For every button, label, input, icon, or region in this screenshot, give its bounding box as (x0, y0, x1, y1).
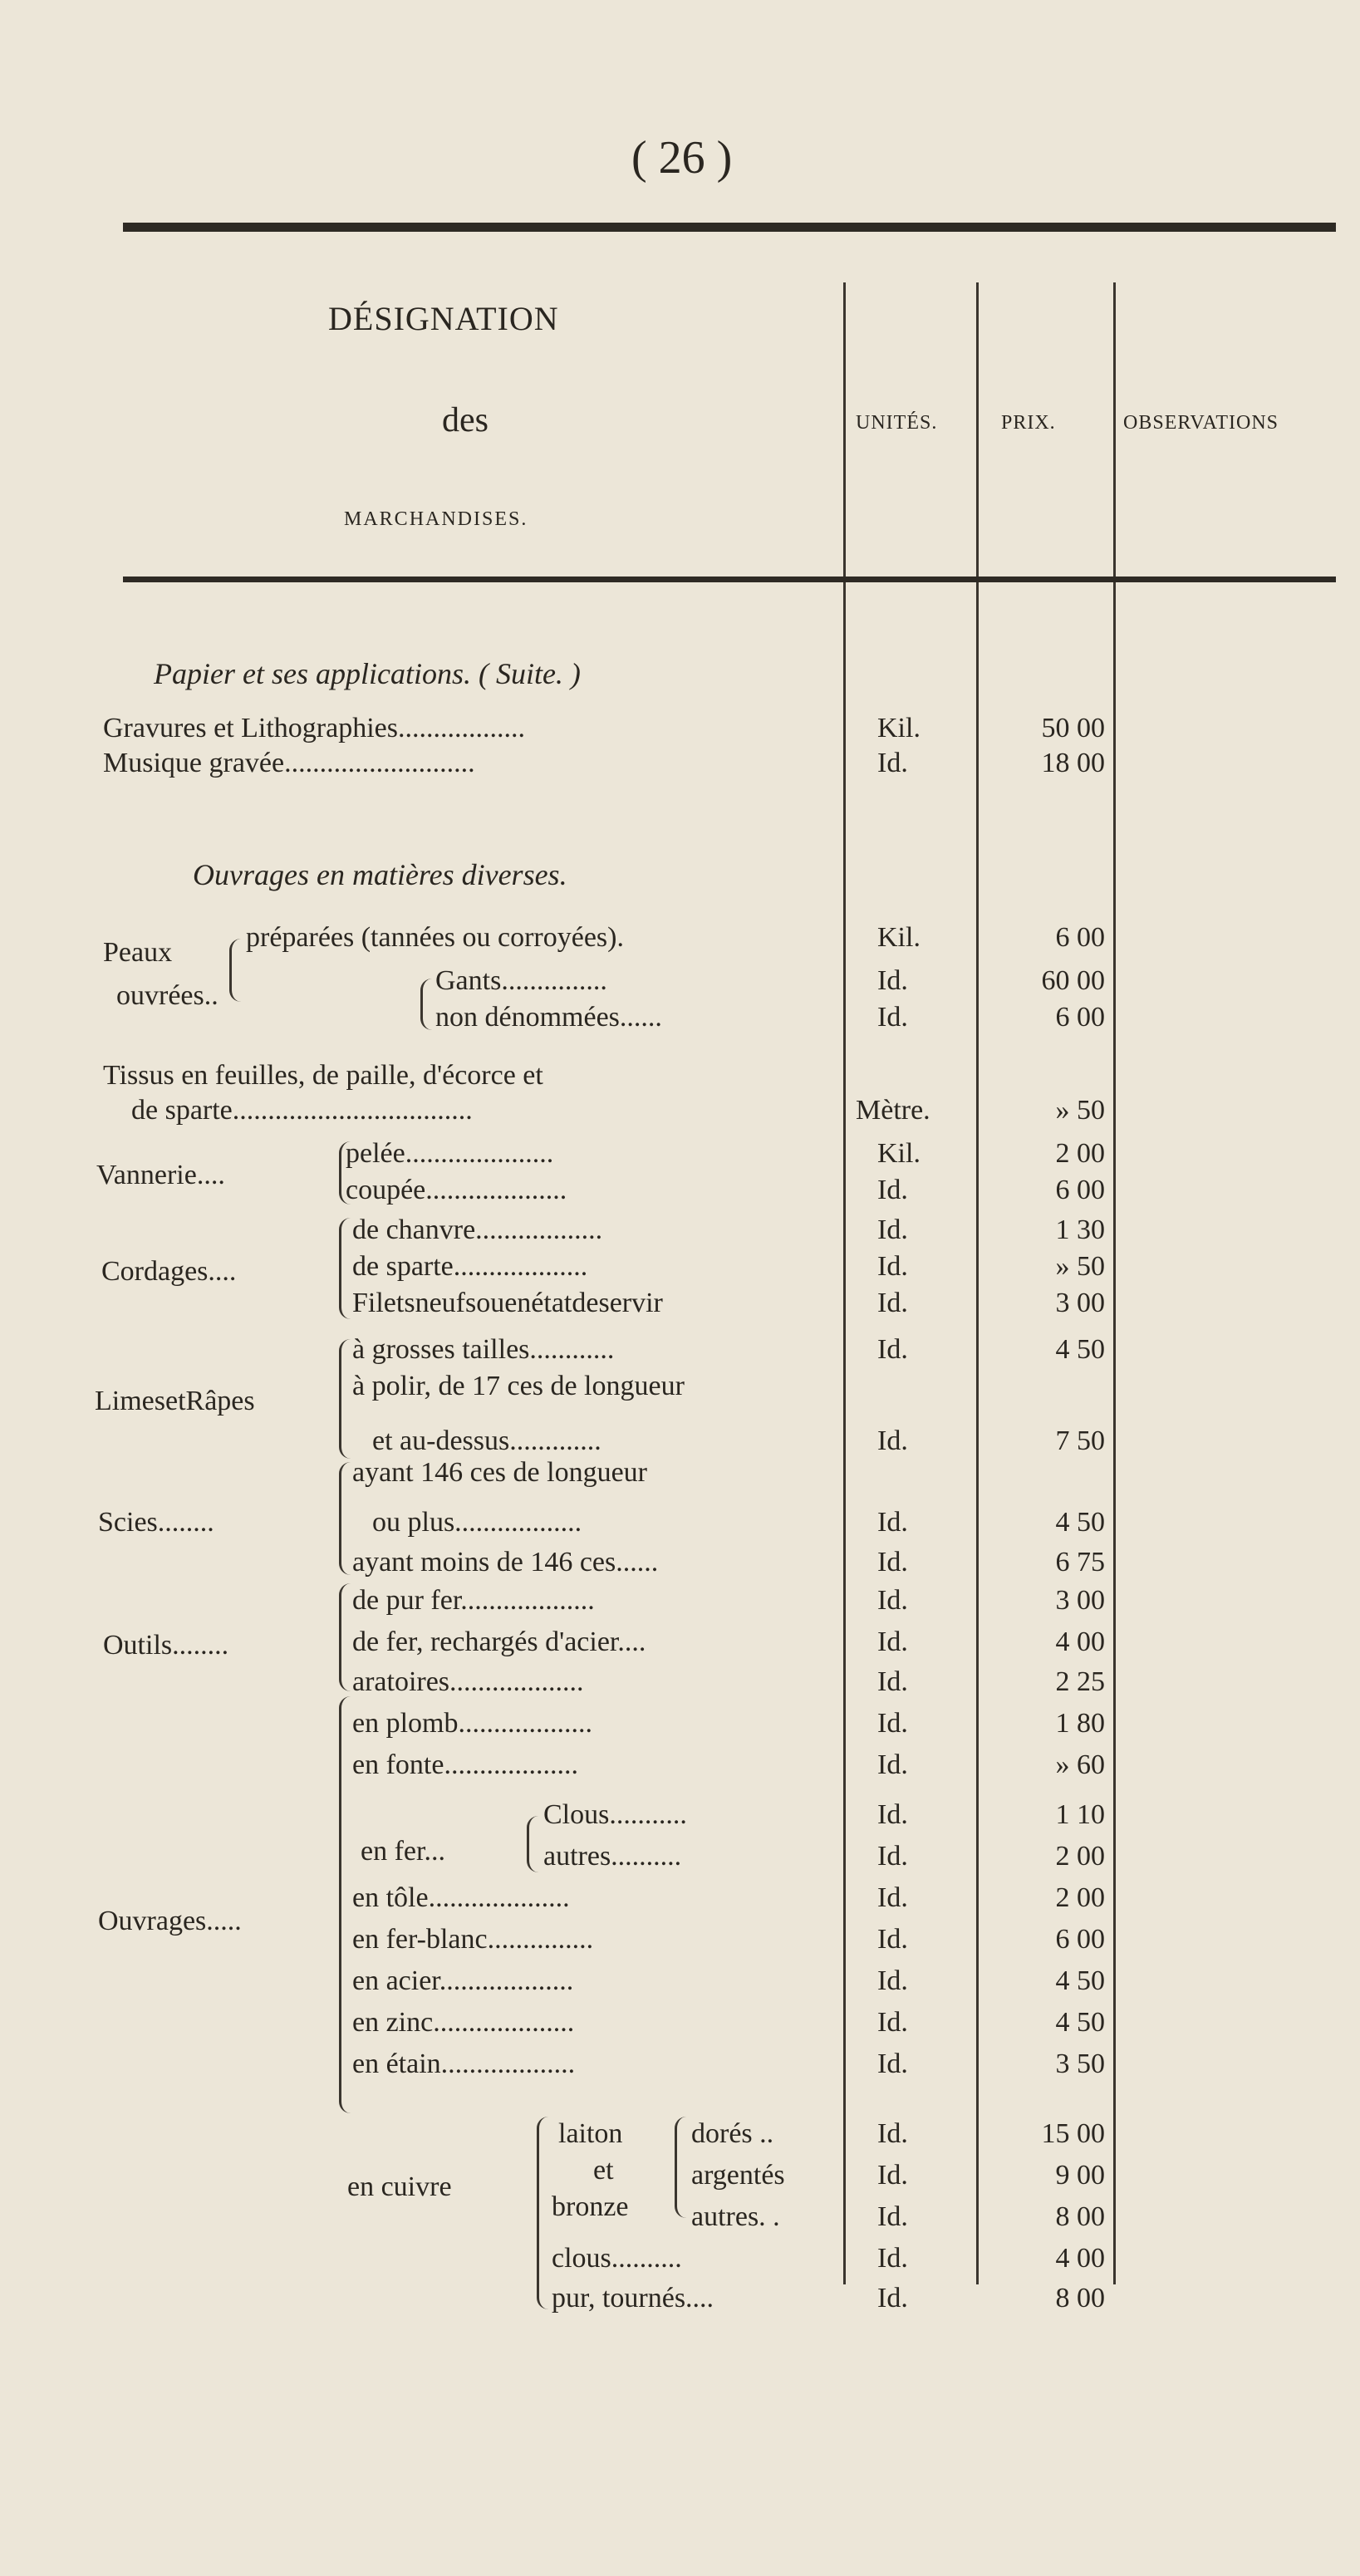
header-prix: PRIX. (1001, 412, 1056, 434)
row-price: 7 50 (1055, 1425, 1105, 1456)
header-unites: UNITÉS. (856, 412, 938, 434)
row-label: clous.......... (552, 2243, 682, 2274)
group-ouvrages: Ouvrages..... (98, 1906, 242, 1936)
divider-designation-units (843, 282, 846, 2284)
row-price: 3 50 (1055, 2049, 1105, 2079)
row-label: ayant 146 ces de longueur (352, 1457, 647, 1488)
row-unit: Id. (877, 748, 908, 778)
row-label: Gants............... (435, 965, 607, 996)
row-label: argentés (691, 2160, 785, 2191)
row-unit: Id. (877, 1288, 908, 1318)
row-unit: Id. (877, 1924, 908, 1955)
row-price: » 50 (1055, 1251, 1105, 1282)
row-label: à polir, de 17 ces de longueur (352, 1371, 685, 1401)
brace-en-cuivre (537, 2117, 551, 2309)
row-unit: Id. (877, 1507, 908, 1538)
row-label: de chanvre.................. (352, 1214, 603, 1245)
row-price: » 50 (1055, 1095, 1105, 1126)
section-papier: Papier et ses applications. ( Suite. ) (154, 657, 581, 690)
row-price: 4 00 (1055, 1627, 1105, 1657)
row-label: de sparte................... (352, 1251, 588, 1282)
row-unit: Id. (877, 2201, 908, 2232)
row-price: 3 00 (1055, 1585, 1105, 1616)
row-unit: Id. (877, 1334, 908, 1365)
row-label: coupée.................... (346, 1175, 567, 1205)
row-price: 18 00 (1041, 748, 1105, 778)
row-price: 15 00 (1041, 2118, 1105, 2149)
row-label: Gravures et Lithographies.................. (103, 713, 525, 743)
row-price: 6 00 (1055, 1175, 1105, 1205)
brace-en-fer (527, 1816, 539, 1872)
row-label: pur, tournés.... (552, 2283, 714, 2313)
header-des: des (442, 401, 489, 439)
row-unit: Id. (877, 1882, 908, 1913)
row-price: 2 00 (1055, 1138, 1105, 1169)
row-unit: Id. (877, 1799, 908, 1830)
row-label: autres.......... (543, 1841, 682, 1872)
row-price: 4 50 (1055, 1507, 1105, 1538)
header-top-rule (123, 223, 1336, 232)
row-price: 8 00 (1055, 2283, 1105, 2313)
row-label: de fer, rechargés d'acier.... (352, 1627, 646, 1657)
row-unit: Kil. (877, 1138, 921, 1169)
row-label: préparées (tannées ou corroyées). (246, 922, 624, 953)
row-price: 9 00 (1055, 2160, 1105, 2191)
row-unit: Id. (877, 1585, 908, 1616)
row-price: 3 00 (1055, 1288, 1105, 1318)
row-label: autres. . (691, 2201, 780, 2232)
row-price: » 60 (1055, 1749, 1105, 1780)
row-unit: Mètre. (856, 1095, 930, 1126)
row-unit: Id. (877, 1214, 908, 1245)
row-label: en tôle.................... (352, 1882, 570, 1913)
group-cordages: Cordages.... (101, 1256, 237, 1287)
row-price: 6 00 (1055, 1002, 1105, 1033)
row-label: dorés .. (691, 2118, 774, 2149)
row-unit: Id. (877, 2118, 908, 2149)
row-unit: Kil. (877, 922, 921, 953)
brace-ouvrees (420, 979, 433, 1030)
row-price: 4 50 (1055, 1334, 1105, 1365)
row-unit: Id. (877, 1175, 908, 1205)
row-price: 4 00 (1055, 2243, 1105, 2274)
row-unit: Id. (877, 1425, 908, 1456)
row-label: en zinc.................... (352, 2007, 575, 2038)
row-unit: Id. (877, 2049, 908, 2079)
brace-peaux (229, 939, 242, 1002)
page-number: ( 26 ) (631, 132, 733, 184)
row-label: de sparte.................................. (131, 1095, 473, 1126)
row-unit: Id. (877, 2007, 908, 2038)
row-unit: Id. (877, 1251, 908, 1282)
group-limes: LimesetRâpes (95, 1386, 255, 1416)
row-price: 6 75 (1055, 1547, 1105, 1577)
row-label: Filetsneufsouenétatdeservir (352, 1288, 663, 1318)
row-price: 2 00 (1055, 1882, 1105, 1913)
divider-price-observations (1113, 282, 1116, 2284)
group-outils: Outils........ (103, 1630, 229, 1661)
row-label: non dénommées...... (435, 1002, 662, 1033)
row-price: 6 00 (1055, 1924, 1105, 1955)
row-price: 1 10 (1055, 1799, 1105, 1830)
row-label: de pur fer................... (352, 1585, 595, 1616)
brace-limes (339, 1339, 353, 1459)
row-unit: Id. (877, 1841, 908, 1872)
row-label: Musique gravée........................... (103, 748, 475, 778)
row-price: 60 00 (1041, 965, 1105, 996)
group-bronze: bronze (552, 2191, 629, 2222)
row-label: ayant moins de 146 ces...... (352, 1547, 659, 1577)
row-label: en plomb................... (352, 1708, 592, 1739)
header-marchandises: MARCHANDISES. (344, 508, 528, 530)
group-et: et (593, 2155, 614, 2186)
brace-ouvrages (339, 1696, 353, 2113)
row-label: Clous........... (543, 1799, 687, 1830)
row-price: 2 00 (1055, 1841, 1105, 1872)
row-label: ou plus.................. (372, 1507, 582, 1538)
row-unit: Id. (877, 1749, 908, 1780)
header-bottom-rule (123, 577, 1336, 582)
row-unit: Id. (877, 1547, 908, 1577)
group-laiton: laiton (558, 2118, 623, 2149)
divider-units-price (976, 282, 979, 2284)
row-unit: Id. (877, 1666, 908, 1697)
row-unit: Kil. (877, 713, 921, 743)
row-label: en fer-blanc............... (352, 1924, 594, 1955)
row-label: aratoires................... (352, 1666, 584, 1697)
row-unit: Id. (877, 1002, 908, 1033)
row-unit: Id. (877, 965, 908, 996)
row-unit: Id. (877, 1708, 908, 1739)
row-label: en étain................... (352, 2049, 576, 2079)
row-price: 4 50 (1055, 2007, 1105, 2038)
group-en-fer: en fer... (361, 1836, 445, 1867)
row-price: 4 50 (1055, 1965, 1105, 1996)
row-label: et au-dessus............. (372, 1425, 601, 1456)
row-label: pelée..................... (346, 1138, 554, 1169)
group-en-cuivre: en cuivre (347, 2171, 452, 2202)
group-tissus: Tissus en feuilles, de paille, d'écorce et (103, 1060, 543, 1091)
row-unit: Id. (877, 1627, 908, 1657)
header-observations: OBSERVATIONS (1123, 412, 1279, 434)
row-price: 8 00 (1055, 2201, 1105, 2232)
row-label: à grosses tailles............ (352, 1334, 615, 1365)
header-designation: DÉSIGNATION (328, 300, 559, 337)
row-label: en fonte................... (352, 1749, 578, 1780)
row-price: 2 25 (1055, 1666, 1105, 1697)
row-unit: Id. (877, 2160, 908, 2191)
brace-cordages (339, 1218, 353, 1319)
group-peaux: Peaux (103, 937, 173, 968)
row-label: en acier................... (352, 1965, 574, 1996)
brace-laiton-bronze (675, 2117, 687, 2218)
row-unit: Id. (877, 2283, 908, 2313)
row-price: 1 30 (1055, 1214, 1105, 1245)
row-price: 50 00 (1041, 713, 1105, 743)
section-ouvrages: Ouvrages en matières diverses. (193, 858, 567, 891)
group-scies: Scies........ (98, 1507, 214, 1538)
row-unit: Id. (877, 1965, 908, 1996)
row-unit: Id. (877, 2243, 908, 2274)
row-price: 1 80 (1055, 1708, 1105, 1739)
group-ouvrees: ouvrées.. (116, 980, 218, 1011)
group-vannerie: Vannerie.... (96, 1160, 225, 1190)
brace-outils (339, 1583, 353, 1691)
row-price: 6 00 (1055, 922, 1105, 953)
brace-scies (339, 1462, 353, 1575)
